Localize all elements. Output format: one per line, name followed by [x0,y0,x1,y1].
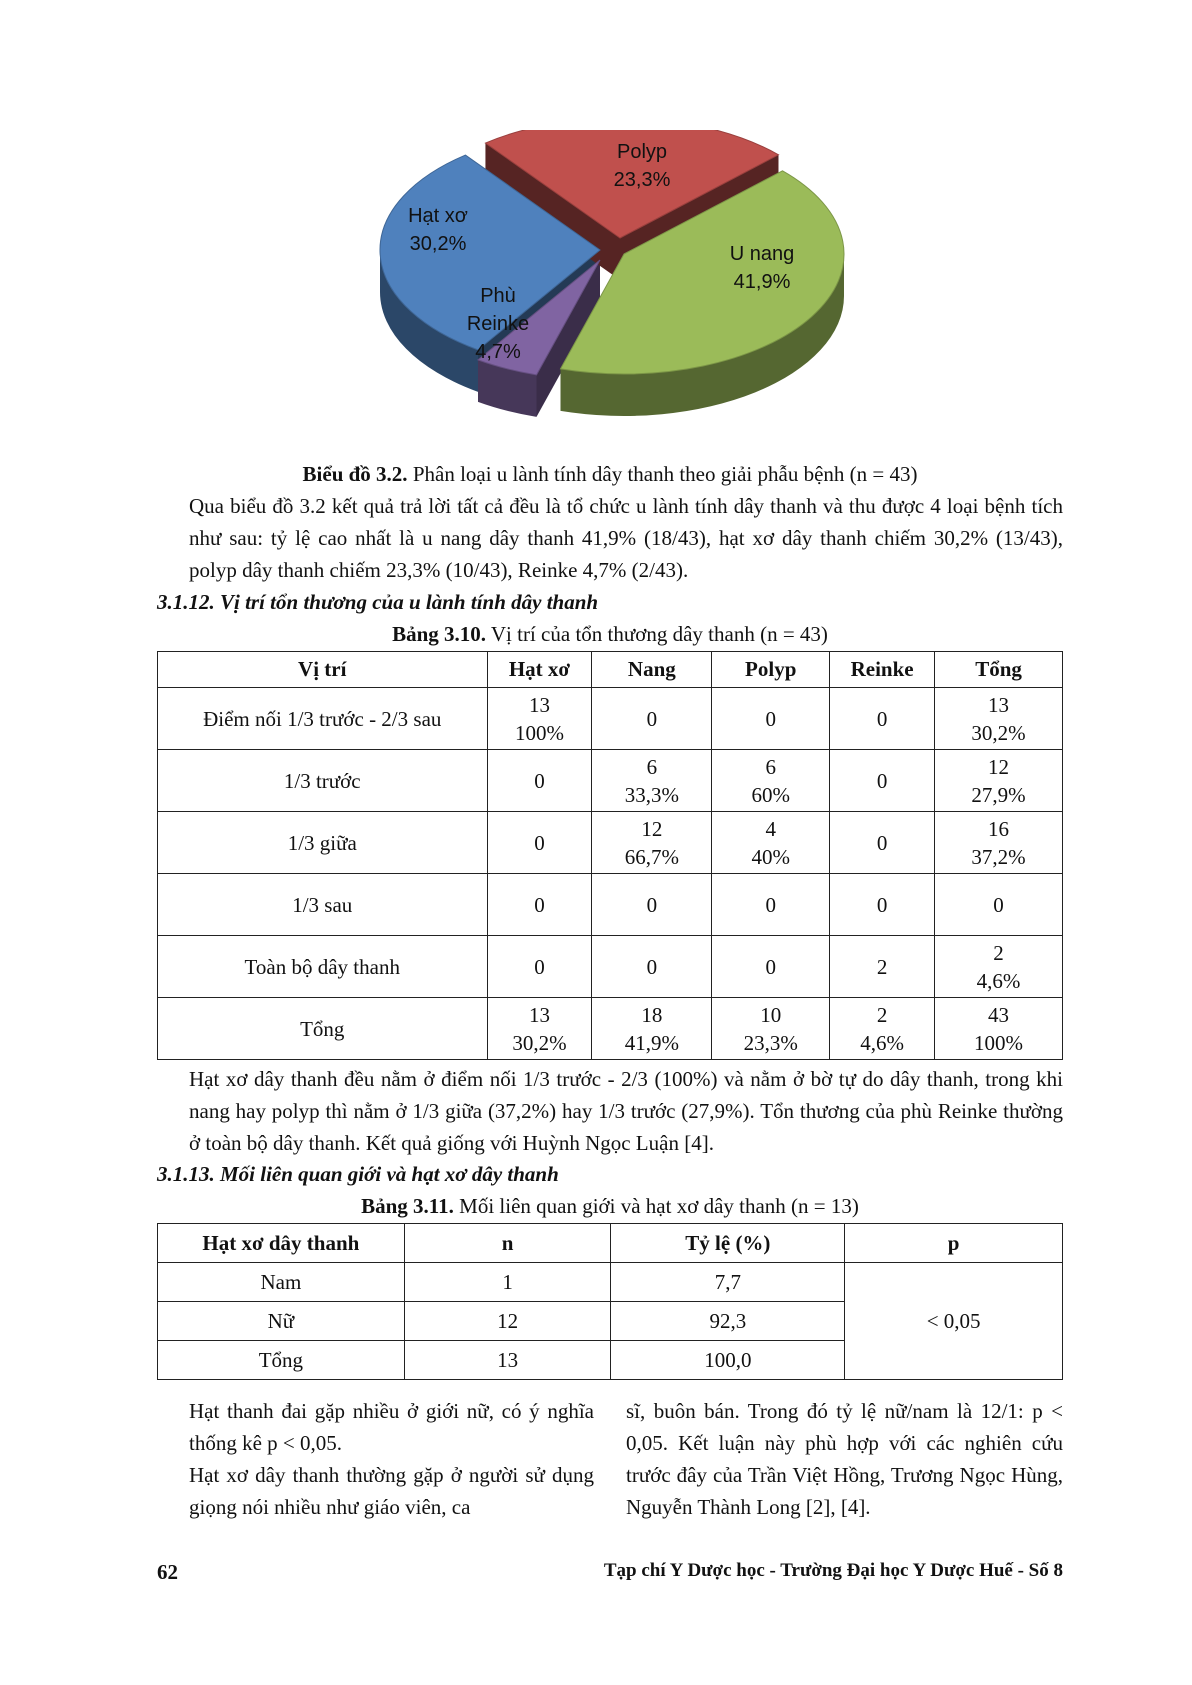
value-cell [712,936,830,998]
table-3-10-header: Nang [592,652,712,688]
value-line: 30,2% [971,720,1026,745]
row-label-cell [158,936,488,998]
row-label-cell [158,812,488,874]
pie-chart [370,130,850,430]
value-cell [935,874,1063,936]
value-line: 40% [751,844,790,869]
figure-caption-label: Biểu đồ 3.2. [302,462,408,486]
value-line: 12 [641,816,663,841]
table-row [158,998,1063,1060]
value-line: 0 [534,892,545,917]
pie-slice-name-label: Polyp [616,141,668,163]
table-3-10-header: Reinke [830,652,935,688]
row-label-cell [158,998,488,1060]
value-cell [712,874,830,936]
value-line: 0 [876,892,888,917]
value-line: 4 [765,816,776,841]
table-3-11-caption-label: Bảng 3.11. [361,1194,454,1218]
table-3-11-header: Tỷ lệ (%) [611,1224,845,1263]
value-cell [487,874,592,936]
value-cell [830,688,935,750]
table-row [158,750,1063,812]
value-cell [712,750,830,812]
pie-slice-name-label: Hạt xơ [408,205,468,227]
value-cell [830,998,935,1060]
value-line: 100% [974,1030,1024,1055]
row-label-line: Tổng [300,1016,345,1041]
value-line: 23,3% [743,1030,798,1055]
value-line: 12 [988,754,1010,779]
row-label-line: Toàn bộ dây thanh [244,954,400,979]
value-line: 18 [641,1002,663,1027]
value-line: 10 [760,1002,782,1027]
value-line: 0 [646,954,658,979]
table-3-11-header: n [404,1224,611,1263]
pie-slice-value-label: 30,2% [409,233,467,255]
left-column-paragraph-1: Hạt thanh đai gặp nhiều ở giới nữ, có ý nghĩa thống kê p < 0,05. [189,1399,594,1455]
pie-slice-value-label: 23,3% [613,169,671,191]
left-column-paragraph-2: Hạt xơ dây thanh thường gặp ở người sử dụng giọng nói nhiều như giáo viên, ca [189,1463,594,1519]
figure-caption [157,462,1063,487]
value-line: 0 [993,892,1004,917]
table-3-10 [157,651,1063,1060]
section-heading-3-1-13: 3.1.13. Mối liên quan giới và hạt xơ dây thanh [157,1162,559,1186]
value-cell [830,874,935,936]
value-cell [592,998,712,1060]
value-line: 37,2% [971,844,1026,869]
value-cell [487,998,592,1060]
pie-slice-value-label: 41,9% [733,271,791,293]
table-3-10-header: Hạt xơ [487,652,592,688]
table-row [158,812,1063,874]
row-label-cell: Nam [158,1263,405,1302]
right-column-text: sĩ, buôn bán. Trong đó tỷ lệ nữ/nam là 12/1: p < 0,05. Kết luận này phù hợp với các nghiên cứu trước đây của Trần Việt Hồng, Trương Ngọc Hùng, Nguyễn Thành Long [2], [4]. [626,1399,1063,1519]
pie-slice-name-label: Phù [480,285,516,307]
value-cell: 12 [404,1302,611,1341]
value-cell [592,688,712,750]
journal-footer: Tạp chí Y Dược học - Trường Đại học Y Dược Huế - Số 8 [603,1560,1063,1581]
row-label-cell: Nữ [158,1302,405,1341]
value-cell: 100,0 [611,1341,845,1380]
value-line: 0 [876,830,888,855]
table-row [158,688,1063,750]
table-3-11-header: Hạt xơ dây thanh [158,1224,405,1263]
value-line: 4,6% [976,968,1021,993]
table-3-10-caption-label: Bảng 3.10. [392,622,487,646]
value-cell [487,688,592,750]
row-label-cell [158,750,488,812]
value-line: 30,2% [512,1030,567,1055]
value-cell [592,936,712,998]
value-cell [830,936,935,998]
table-3-10-header: Tổng [935,652,1063,688]
value-line: 0 [876,768,888,793]
value-cell [487,936,592,998]
value-line: 0 [765,954,776,979]
table-3-10-header: Vị trí [158,652,488,688]
value-cell [712,998,830,1060]
value-cell [712,812,830,874]
value-line: 60% [751,782,790,807]
value-cell [830,750,935,812]
value-line: 13 [528,1002,550,1027]
table-3-11-caption-text: Mối liên quan giới và hạt xơ dây thanh (n = 13) [453,1194,859,1218]
row-label-line: 1/3 sau [292,892,353,917]
left-column-text [157,1395,594,1523]
value-line: 6 [646,754,658,779]
value-line: 0 [534,768,545,793]
pie-slice-name-label: U nang [729,243,795,265]
table-3-10-header: Polyp [712,652,830,688]
paragraph-1-text: Qua biểu đồ 3.2 kết quả trả lời tất cả đều là tổ chức u lành tính dây thanh và thu được 4 loại bệnh tích như sau: tỷ lệ cao nhất là u nang dây thanh 41,9% (18/43), hạt xơ dây thanh chiếm 30,2% (13/43), polyp dây thanh chiếm 23,3% (10/43), Reinke 4,7% (2/43). [189,494,1063,582]
section-heading-3-1-12: 3.1.12. Vị trí tổn thương của u lành tính dây thanh [157,590,599,614]
row-label-cell: Tổng [158,1341,405,1380]
value-cell [487,750,592,812]
pie-slice-value-label: 4,7% [475,341,521,363]
value-cell [935,998,1063,1060]
value-cell [935,688,1063,750]
value-cell [935,936,1063,998]
value-line: 0 [765,706,776,731]
row-label-line: 1/3 trước [283,768,361,793]
value-cell [935,750,1063,812]
page-number: 62 [157,1560,178,1584]
value-line: 0 [534,830,545,855]
value-line: 66,7% [624,844,679,869]
value-cell [712,688,830,750]
value-cell: 7,7 [611,1263,845,1302]
table-3-10-caption [157,622,1063,647]
value-line: 2 [876,1002,888,1027]
row-label-line: Điểm nối 1/3 trước - 2/3 sau [203,706,442,731]
value-line: 0 [646,892,658,917]
value-line: 33,3% [624,782,679,807]
value-line: 43 [988,1002,1010,1027]
pie-slice-name-label: Reinke [466,313,530,335]
paragraph-1 [157,490,1063,586]
value-line: 13 [988,692,1010,717]
value-line: 2 [993,940,1004,965]
value-line: 0 [534,954,545,979]
row-label-cell [158,874,488,936]
row-label-line: 1/3 giữa [287,830,357,855]
value-line: 16 [988,816,1010,841]
value-cell [592,874,712,936]
table-row [158,936,1063,998]
table-3-11-header: p [845,1224,1063,1263]
value-cell: 92,3 [611,1302,845,1341]
value-cell [592,812,712,874]
table-3-11 [157,1223,1063,1380]
value-cell [935,812,1063,874]
table-row [158,1263,1063,1302]
row-label-cell [158,688,488,750]
paragraph-2 [157,1063,1063,1159]
value-line: 0 [646,706,658,731]
value-cell: 13 [404,1341,611,1380]
paragraph-2-text: Hạt xơ dây thanh đều nằm ở điểm nối 1/3 trước - 2/3 (100%) và nằm ở bờ tự do dây thanh, trong khi nang hay polyp thì nằm ở 1/3 giữa (37,2%) hay 1/3 trước (27,9%). Tổn thương của phù Reinke thường ở toàn bộ dây thanh. Kết quả giống với Huỳnh Ngọc Luận [4]. [189,1067,1063,1155]
value-line: 13 [528,692,550,717]
table-3-11-caption [157,1194,1063,1219]
value-line: 41,9% [624,1030,679,1055]
value-cell: 1 [404,1263,611,1302]
value-line: 4,6% [860,1030,904,1055]
figure-caption-text: Phân loại u lành tính dây thanh theo giải phẫu bệnh (n = 43) [407,462,918,486]
value-line: 6 [765,754,776,779]
value-cell [592,750,712,812]
p-value-cell: < 0,05 [845,1263,1063,1380]
value-line: 0 [765,892,776,917]
table-row [158,874,1063,936]
value-line: 100% [514,720,564,745]
value-cell [487,812,592,874]
table-3-10-caption-text: Vị trí của tổn thương dây thanh (n = 43) [486,622,828,646]
value-line: 27,9% [971,782,1026,807]
value-line: 2 [876,954,888,979]
value-line: 0 [876,706,888,731]
value-cell [830,812,935,874]
